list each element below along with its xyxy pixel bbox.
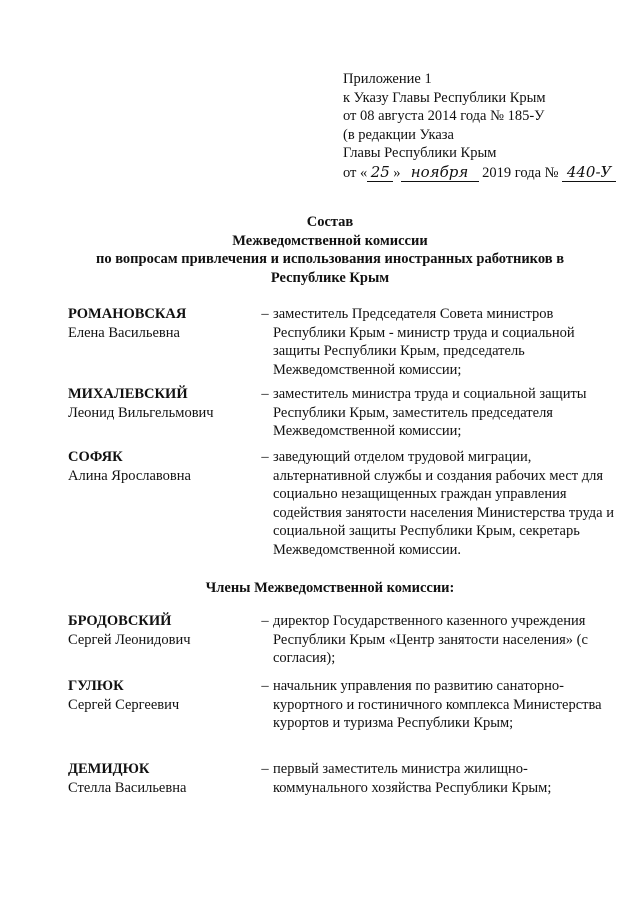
dash-separator: – [261,386,269,402]
edition-authority: Главы Республики Крым [343,145,497,161]
member-surname: РОМАНОВСКАЯ [68,306,187,322]
member-surname: ДЕМИДЮК [68,761,150,777]
handwritten-day: 25 [367,163,393,183]
member-surname: БРОДОВСКИЙ [68,613,172,629]
date-prefix: от « [343,164,368,181]
member-role: заместитель Председателя Совета министров Республики Крым - министр труда и социальной защиты Республики Крым, председатель Межведомственной комиссии; [273,306,575,378]
year-label: 2019 года № [482,164,559,181]
title-line-subject: по вопросам привлечения и использования иностранных работников в [95,251,565,267]
member-name [68,385,253,422]
member-given-name: Сергей Леонидович [68,631,191,648]
handwritten-month: ноября [401,163,479,183]
title-line-region: Республике Крым [270,269,390,286]
title-line-commission: Межведомственной комиссии [232,232,428,249]
member-given-name: Леонид Вильгельмович [68,404,214,421]
member-name [68,612,253,649]
edition-note: (в редакции Указа [343,126,454,143]
dash-separator: – [261,449,269,465]
decree-date-number: от 08 августа 2014 года № 185-У [343,108,545,124]
handwritten-number: 440-У [562,163,616,183]
members-heading: Члены Межведомственной комиссии: [205,580,455,596]
dash-separator: – [261,613,269,629]
member-name [68,305,253,342]
member-given-name: Алина Ярославовна [68,467,191,484]
title-line-composition: Состав [306,214,354,230]
member-role: заведующий отделом трудовой миграции, альтернативной службы и создания рабочих мест для социально незащищенных граждан управления содействия занятости населения Министерства труда и социальной защиты Республики Крым, секретарь Межведомственной комиссии. [273,449,614,558]
member-surname: СОФЯК [68,449,123,465]
dash-separator: – [261,678,269,694]
decree-reference: к Указу Главы Республики Крым [343,89,546,106]
appendix-label: Приложение 1 [343,71,432,87]
member-name [68,677,253,714]
edition-date-line [343,163,633,183]
member-name [68,760,253,797]
member-role: первый заместитель министра жилищно-коммунального хозяйства Республики Крым; [273,761,552,796]
document-header [343,70,633,182]
member-name [68,448,253,485]
member-role: заместитель министра труда и социальной защиты Республики Крым, заместитель председателя Межведомственной комиссии; [273,386,587,439]
member-given-name: Стелла Васильевна [68,779,187,796]
member-given-name: Сергей Сергеевич [68,696,180,713]
dash-separator: – [261,306,269,322]
member-surname: МИХАЛЕВСКИЙ [68,386,188,402]
dash-separator: – [261,761,269,777]
member-role: начальник управления по развитию санаторно-курортного и гостиничного комплекса Министерства курортов и туризма Республики Крым; [273,678,602,731]
document-title [60,213,600,287]
member-surname: ГУЛЮК [68,678,124,694]
member-given-name: Елена Васильевна [68,324,180,341]
date-quote-close: » [393,164,401,181]
member-role: директор Государственного казенного учреждения Республики Крым «Центр занятости населения» (с согласия); [273,613,588,666]
